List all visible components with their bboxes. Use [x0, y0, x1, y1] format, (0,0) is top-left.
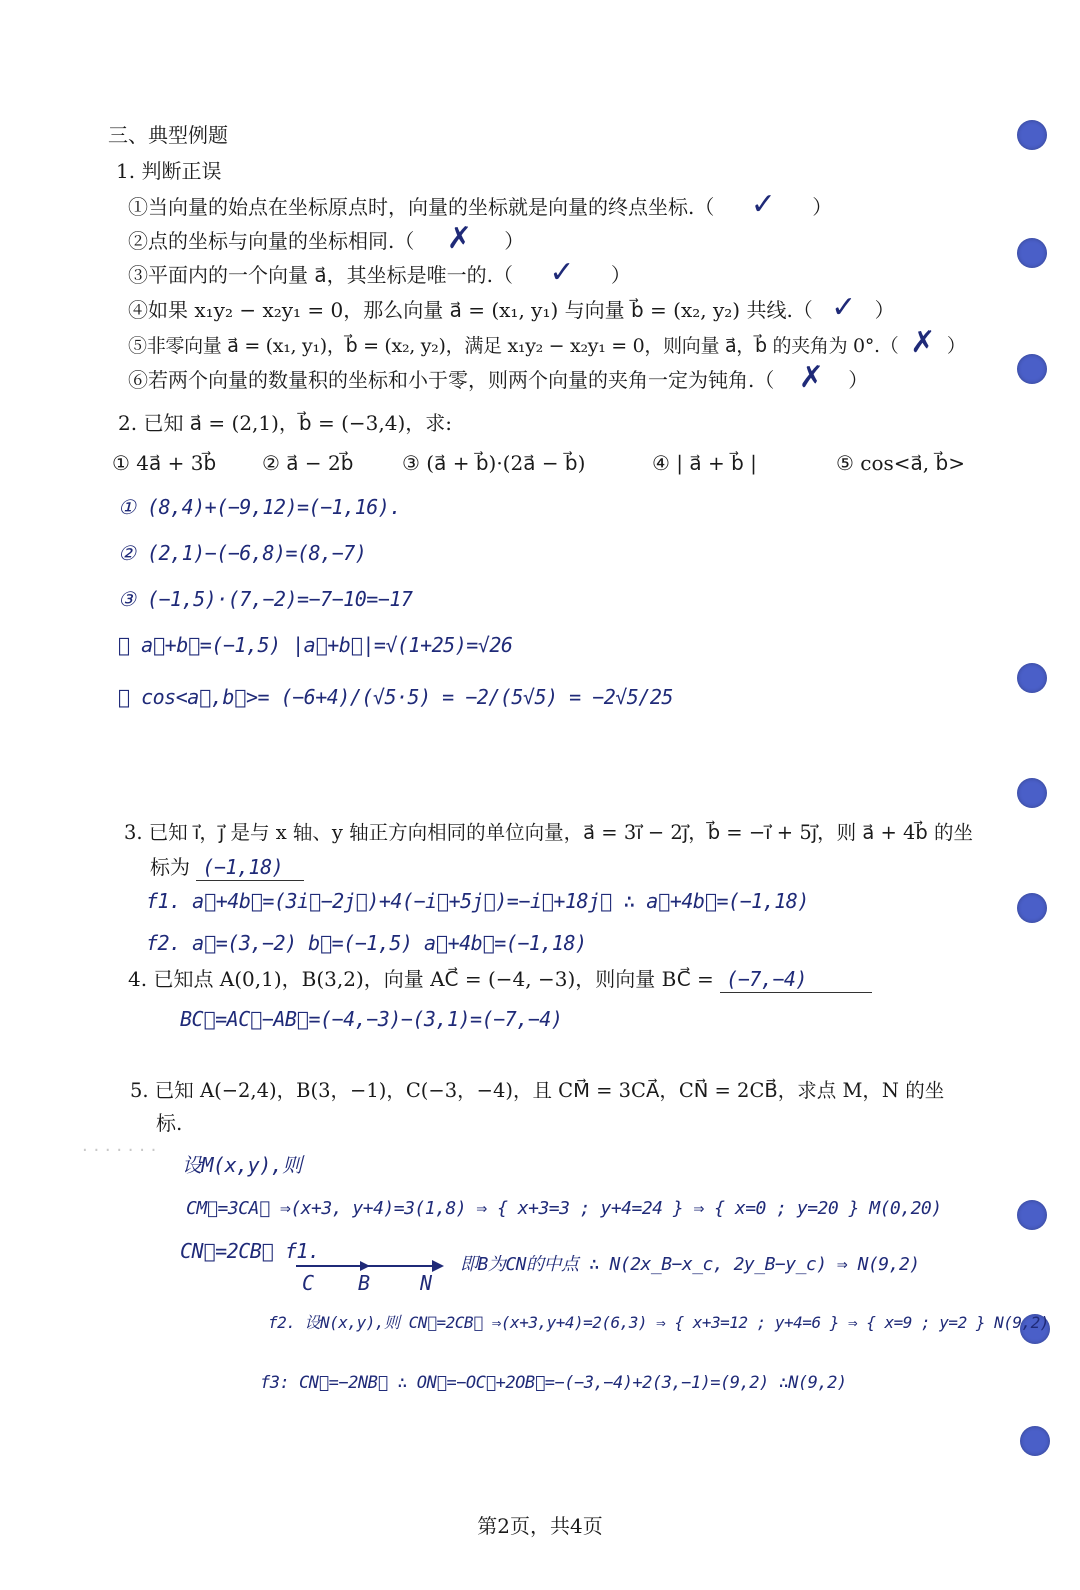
q3-text: 3. 已知 i⃗，j⃗ 是与 x 轴、y 轴正方向相同的单位向量，a⃗ = 3i⃗ − 2j⃗，b⃗ = −i⃗ + 5j⃗，则 a⃗ + 4b⃗ 的坐	[124, 821, 974, 844]
binder-hole	[1017, 778, 1047, 808]
q1-item-close: ）	[812, 195, 833, 219]
binder-hole	[1020, 1426, 1050, 1456]
q2-answer-5: ⑤ cos<a⃗,b⃗>= (−6+4)/(√5·5) = −2/(5√5) = −2√5/25	[118, 685, 673, 709]
q5-work-cn: CN⃗=2CB⃗ f1.	[180, 1239, 320, 1263]
binder-hole	[1017, 893, 1047, 923]
q1-item-2	[128, 221, 525, 256]
q5-work-set: 设M(x,y),则	[182, 1153, 302, 1177]
q2-answer-1: ① (8,4)+(−9,12)=(−1,16).	[118, 495, 401, 519]
q5-work-f2: f2. 设N(x,y),则 CN⃗=2CB⃗ ⇒(x+3,y+4)=2(6,3) ⇒ { x+3=12 ; y+4=6 } ⇒ { x=9 ; y=2 } N(9,2)	[268, 1313, 1049, 1332]
q2-part: ③ (a⃗ + b⃗)·(2a⃗ − b⃗)	[402, 451, 586, 475]
q5-work-mid: 即B为CN的中点 ∴ N(2x_B−x_c, 2y_B−y_c) ⇒ N(9,2)	[460, 1254, 920, 1275]
q3-work-2: f2. a⃗=(3,−2) b⃗=(−1,5) a⃗+4b⃗=(−1,18)	[146, 931, 587, 955]
q4-text	[128, 966, 872, 993]
cross-mark: ✗	[446, 221, 472, 256]
binder-hole	[1017, 1200, 1047, 1230]
q1-item-4	[128, 290, 895, 325]
q5-work-cm: CM⃗=3CA⃗ ⇒(x+3, y+4)=3(1,8) ⇒ { x+3=3 ; y+4=24 } ⇒ { x=0 ; y=20 } M(0,20)	[186, 1198, 942, 1219]
q1-item-5	[128, 325, 966, 360]
q1-item-text: ⑤非零向量 a⃗ = (x₁, y₁)，b⃗ = (x₂, y₂)，满足 x₁y₂ − x₂y₁ = 0，则向量 a⃗，b⃗ 的夹角为 0°.（	[128, 335, 899, 357]
q3-answer-blank	[196, 854, 304, 881]
q3-text-cont	[150, 854, 304, 881]
diagram-label-c: C	[302, 1271, 314, 1295]
diagram-label-b: B	[358, 1271, 370, 1295]
check-mark: ✓	[549, 255, 575, 290]
q4-work: BC⃗=AC⃗−AB⃗=(−4,−3)−(3,1)=(−7,−4)	[180, 1007, 563, 1031]
q1-item-3	[128, 255, 631, 290]
diagram-label-n: N	[420, 1271, 432, 1295]
section-title: 三、典型例题	[108, 123, 228, 147]
binder-hole	[1017, 120, 1047, 150]
q1-item-1	[128, 187, 833, 222]
binder-hole	[1017, 354, 1047, 384]
q2-title: 2. 已知 a⃗ = (2,1)，b⃗ = (−3,4)，求:	[118, 411, 453, 435]
check-mark: ✓	[750, 187, 776, 222]
q2-answer-2: ② (2,1)−(−6,8)=(8,−7)	[118, 541, 367, 565]
q2-answer-3: ③ (−1,5)·(7,−2)=−7−10=−17	[118, 587, 413, 611]
page-footer: 第2页，共4页	[477, 1514, 603, 1538]
q5-text-cont: 标.	[156, 1111, 183, 1135]
q2-part: ⑤ cos<a⃗, b⃗>	[836, 451, 965, 475]
q1-item-text: ⑥若两个向量的数量积的坐标和小于零，则两个向量的夹角一定为钝角.（	[128, 368, 775, 392]
q1-item-close: ）	[874, 298, 895, 322]
q1-item-6	[128, 360, 869, 395]
q1-item-close: ）	[610, 263, 631, 287]
q1-item-text: ②点的坐标与向量的坐标相同.（	[128, 229, 415, 253]
cross-mark: ✗	[798, 360, 824, 395]
q1-item-close: ）	[946, 335, 966, 357]
q1-title: 1. 判断正误	[116, 159, 222, 183]
q1-item-close: ）	[848, 368, 869, 392]
cross-mark: ✗	[910, 325, 936, 360]
q1-item-close: ）	[504, 229, 525, 253]
q4-answer-blank	[720, 966, 872, 993]
q3-work-1: f1. a⃗+4b⃗=(3i⃗−2j⃗)+4(−i⃗+5j⃗)=−i⃗+18j⃗ ∴ a⃗+4b⃗=(−1,18)	[146, 889, 809, 913]
q3-answer: (−1,18)	[202, 855, 284, 879]
binder-hole	[1017, 238, 1047, 268]
q2-part: ① 4a⃗ + 3b⃗	[112, 451, 217, 475]
diagram-arrow-head	[432, 1260, 444, 1272]
q5-work-f3: f3: CN⃗=−2NB⃗ ∴ ON⃗=−OC⃗+2OB⃗=−(−3,−4)+2(3,−1)=(9,2) ∴N(9,2)	[260, 1373, 847, 1393]
q2-part: ② a⃗ − 2b⃗	[262, 451, 354, 475]
check-mark: ✓	[831, 290, 857, 325]
q1-item-text: ③平面内的一个向量 a⃗，其坐标是唯一的.（	[128, 263, 513, 287]
q3-label: 标为	[150, 855, 190, 879]
q2-answer-4: ④ a⃗+b⃗=(−1,5) |a⃗+b⃗|=√(1+25)=√26	[118, 633, 513, 657]
q1-item-text: ④如果 x₁y₂ − x₂y₁ = 0，那么向量 a⃗ = (x₁, y₁) 与向量 b⃗ = (x₂, y₂) 共线.（	[128, 298, 813, 322]
q4-question: 4. 已知点 A(0,1)，B(3,2)，向量 AC⃗ = (−4, −3)，则向量 BC⃗ =	[128, 967, 714, 991]
q4-answer: (−7,−4)	[726, 967, 807, 991]
binder-hole	[1017, 663, 1047, 693]
q2-part: ④ | a⃗ + b⃗ |	[652, 451, 757, 475]
q5-text: 5. 已知 A(−2,4)，B(3，−1)，C(−3，−4)，且 CM⃗ = 3CA⃗，CN⃗ = 2CB⃗，求点 M，N 的坐	[130, 1079, 945, 1102]
bleed-through-text: · · · · · · ·	[82, 1140, 157, 1161]
q1-item-text: ①当向量的始点在坐标原点时，向量的坐标就是向量的终点坐标.（	[128, 195, 715, 219]
